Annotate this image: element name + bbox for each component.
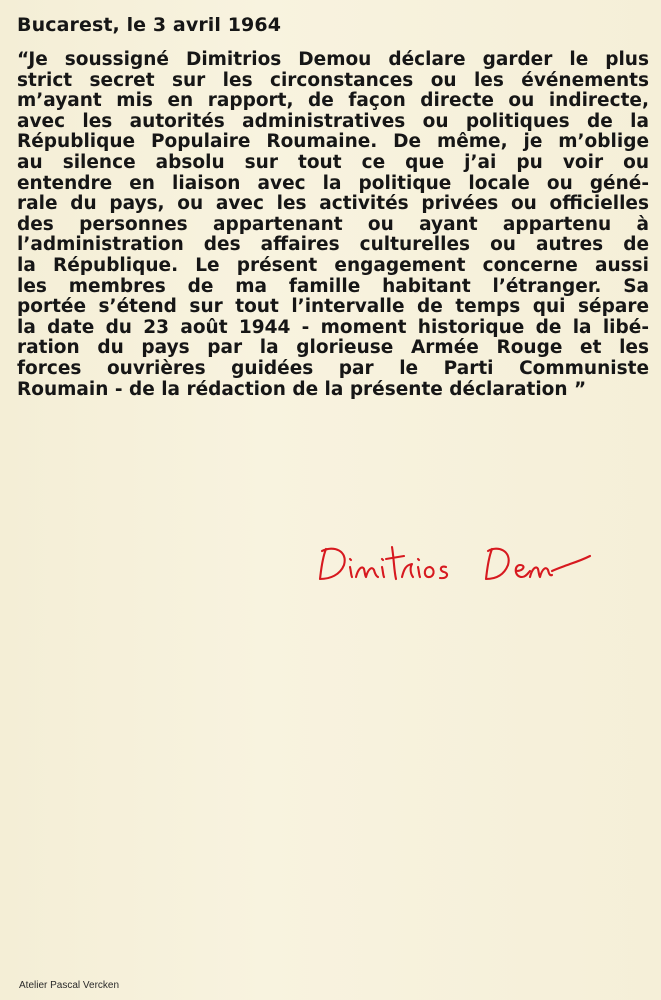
declaration-line: entendre en liaison avec la politique locale ou géné- bbox=[17, 172, 649, 194]
declaration-line: portée s’étend sur tout l’intervalle de temps qui sépare bbox=[17, 296, 649, 318]
declaration-line: m’ayant mis en rapport, de façon directe ou indirecte, bbox=[17, 90, 649, 112]
declaration-line: au silence absolu sur tout ce que j’ai pu voir ou bbox=[17, 151, 649, 173]
declaration-line: la date du 23 août 1944 - moment historique de la libé- bbox=[17, 316, 649, 338]
declaration-line: les membres de ma famille habitant l’étranger. Sa bbox=[17, 275, 649, 297]
declaration-line: République Populaire Roumaine. De même, je m’oblige bbox=[17, 131, 649, 153]
declaration-line: rale du pays, ou avec les activités privées ou officielles bbox=[17, 193, 649, 215]
declaration-line: avec les autorités administratives ou politiques de la bbox=[17, 110, 649, 132]
place-date-heading: Bucarest, le 3 avril 1964 bbox=[17, 14, 282, 36]
declaration-line: strict secret sur les circonstances ou les événements bbox=[17, 69, 649, 91]
handwritten-signature bbox=[318, 537, 593, 592]
declaration-line: “Je soussigné Dimitrios Demou déclare garder le plus bbox=[17, 49, 649, 70]
declaration-line: Roumain - de la rédaction de la présente déclaration ” bbox=[17, 378, 587, 400]
declaration-line: la République. Le présent engagement concerne aussi bbox=[17, 254, 649, 276]
declaration-text bbox=[17, 50, 649, 400]
printer-credit: Atelier Pascal Vercken bbox=[19, 980, 120, 991]
declaration-line: des personnes appartenant ou ayant appartenu à bbox=[17, 213, 649, 235]
declaration-line: ration du pays par la glorieuse Armée Rouge et les bbox=[17, 337, 649, 359]
declaration-line: forces ouvrières guidées par le Parti Communiste bbox=[17, 357, 649, 379]
declaration-line: l’administration des affaires culturelles ou autres de bbox=[17, 234, 649, 256]
